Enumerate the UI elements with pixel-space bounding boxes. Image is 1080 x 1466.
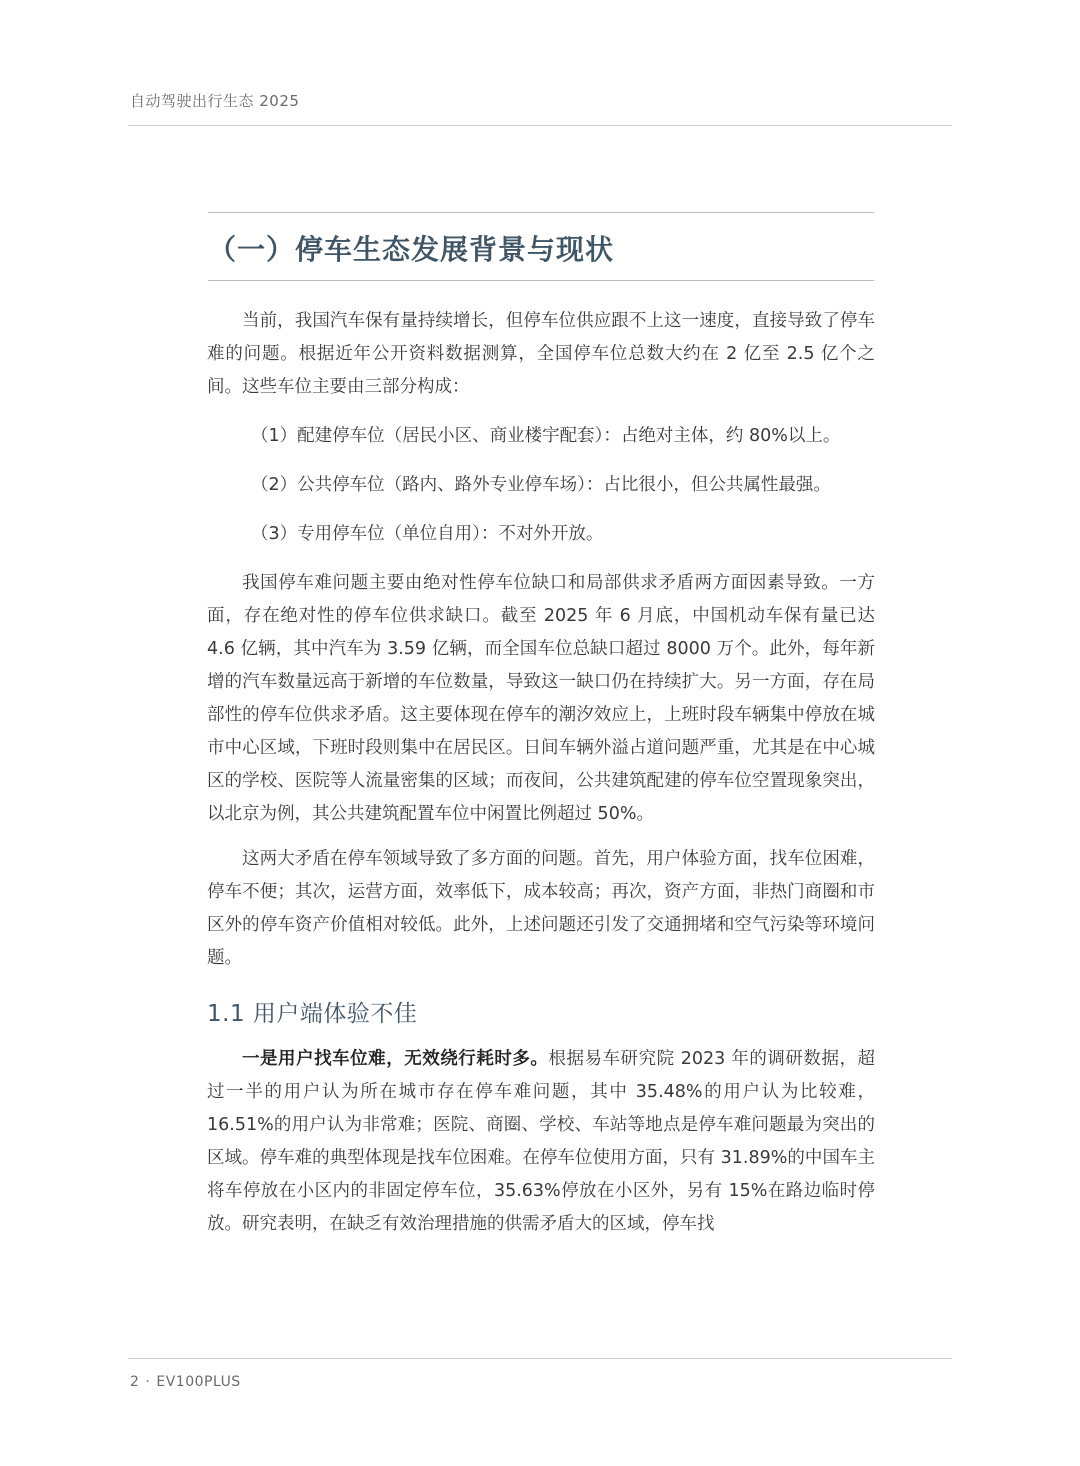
paragraph-problems: 这两大矛盾在停车领域导致了多方面的问题。首先，用户体验方面，找车位困难，停车不便；其次，运营方面，效率低下，成本较高；再次，资产方面，非热门商圈和市区外的停车资产价值相对较低。此外，上述问题还引发了交通拥堵和空气污染等环境问题。: [207, 849, 875, 968]
section-title-bottom-rule: [208, 280, 874, 281]
list-item-public-parking: （2）公共停车位（路内、路外专业停车场）：占比很小，但公共属性最强。: [251, 475, 831, 495]
page-number: 2: [130, 1374, 140, 1390]
paragraph-intro: 当前，我国汽车保有量持续增长，但停车位供应跟不上这一速度，直接导致了停车难的问题。根据近年公开资料数据测算，全国停车位总数大约在 2 亿至 2.5 亿个之间。这些车位主要由三部分构成：: [207, 311, 875, 397]
paragraph-lead-bold: 一是用户找车位难，无效绕行耗时多。: [242, 1049, 549, 1069]
footer-divider: [128, 1358, 952, 1359]
list-item-dedicated-parking: （3）专用停车位（单位自用）：不对外开放。: [251, 524, 604, 544]
subsection-heading: 1.1 用户端体验不佳: [207, 1001, 418, 1027]
footer-separator: ·: [145, 1374, 151, 1390]
section-title: （一）停车生态发展背景与现状: [208, 233, 615, 266]
body-content: [207, 305, 875, 1241]
footer-brand: EV100PLUS: [156, 1374, 241, 1390]
running-header-title: 自动驾驶出行生态 2025: [130, 92, 300, 110]
paragraph-user-experience-text: 根据易车研究院 2023 年的调研数据，超过一半的用户认为所在城市存在停车难问题，其中 35.48%的用户认为比较难，16.51%的用户认为非常难；医院、商圈、学校、车站等地点是停车难问题最为突出的区域。停车难的典型体现是找车位困难。在停车位使用方面，只有 31.89%的中国车主将车停放在小区内的非固定停车位，35.63%停放在小区外，另有 15%在路边临时停放。研究表明，在缺乏有效治理措施的供需矛盾大的区域，停车找: [207, 1049, 875, 1234]
page-footer: [130, 1374, 241, 1390]
list-item-configured-parking: （1）配建停车位（居民小区、商业楼宇配套）：占绝对主体，约 80%以上。: [251, 426, 841, 446]
header-divider: [128, 125, 952, 126]
section-title-top-rule: [208, 212, 874, 213]
paragraph-parking-shortage: 我国停车难问题主要由绝对性停车位缺口和局部供求矛盾两方面因素导致。一方面，存在绝对性的停车位供求缺口。截至 2025 年 6 月底，中国机动车保有量已达 4.6 亿辆，其中汽车为 3.59 亿辆，而全国车位总缺口超过 8000 万个。此外，每年新增的汽车数量远高于新增的车位数量，导致这一缺口仍在持续扩大。另一方面，存在局部性的停车位供求矛盾。这主要体现在停车的潮汐效应上，上班时段车辆集中停放在城市中心区域，下班时段则集中在居民区。日间车辆外溢占道问题严重，尤其是在中心城区的学校、医院等人流量密集的区域；而夜间，公共建筑配建的停车位空置现象突出，以北京为例，其公共建筑配置车位中闲置比例超过 50%。: [207, 573, 875, 824]
paragraph-user-experience: [207, 1043, 875, 1241]
